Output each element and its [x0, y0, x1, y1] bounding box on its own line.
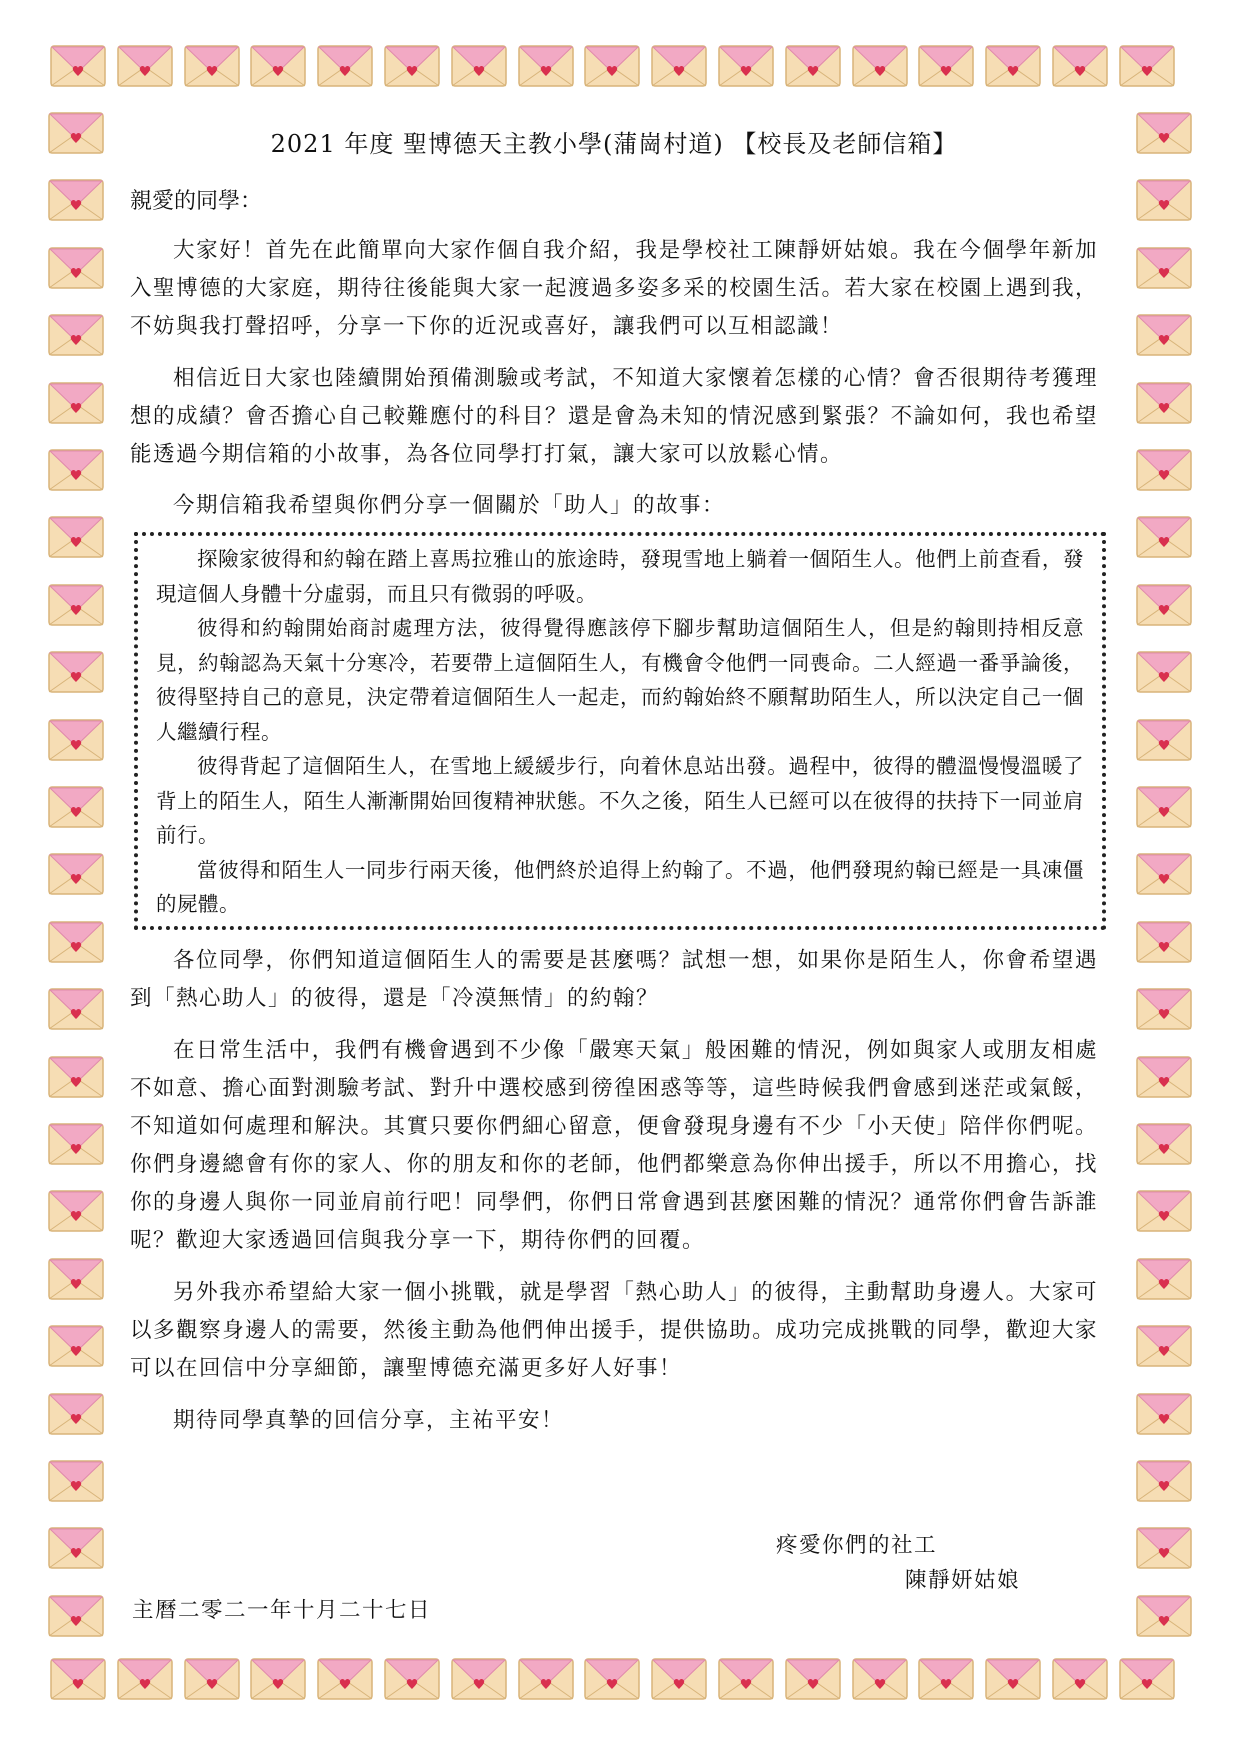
- envelope-heart-icon: [1136, 1258, 1192, 1300]
- envelope-heart-icon: [48, 853, 104, 895]
- envelope-heart-icon: [48, 1190, 104, 1232]
- envelope-heart-icon: [1136, 1190, 1192, 1232]
- envelope-heart-icon: [718, 45, 774, 87]
- envelope-heart-icon: [48, 1527, 104, 1569]
- envelope-heart-icon: [48, 584, 104, 626]
- envelope-heart-icon: [1136, 1123, 1192, 1165]
- envelope-heart-icon: [1052, 1658, 1108, 1700]
- envelope-heart-icon: [651, 1658, 707, 1700]
- envelope-heart-icon: [48, 1123, 104, 1165]
- envelope-heart-icon: [1136, 1527, 1192, 1569]
- envelope-heart-icon: [451, 1658, 507, 1700]
- envelope-heart-icon: [1136, 719, 1192, 761]
- envelope-heart-icon: [250, 45, 306, 87]
- signature-name: 陳靜妍姑娘: [905, 1568, 1021, 1593]
- envelope-heart-icon: [184, 1658, 240, 1700]
- envelope-heart-icon: [1136, 651, 1192, 693]
- envelope-heart-icon: [48, 179, 104, 221]
- envelope-heart-icon: [1136, 786, 1192, 828]
- envelope-heart-icon: [584, 45, 640, 87]
- envelope-heart-icon: [918, 1658, 974, 1700]
- paragraph-challenge: 另外我亦希望給大家一個小挑戰，就是學習「熱心助人」的彼得，主動幫助身邊人。大家可以多觀察身邊人的需要，然後主動為他們伸出援手，提供協助。成功完成挑戰的同學，歡迎大家可以在回信中分享細節，讓聖博德充滿更多好人好事！: [130, 1279, 1098, 1381]
- envelope-heart-icon: [1136, 1393, 1192, 1435]
- envelope-heart-icon: [48, 1056, 104, 1098]
- story-paragraph: 彼得和約翰開始商討處理方法，彼得覺得應該停下腳步幫助這個陌生人，但是約翰則持相反意見，約翰認為天氣十分寒冷，若要帶上這個陌生人，有機會令他們一同喪命。二人經過一番爭論後，彼得堅持自己的意見，決定帶着這個陌生人一起走，而約翰始終不願幫助陌生人，所以決定自己一個人繼續行程。: [156, 616, 1084, 744]
- envelope-heart-icon: [1136, 314, 1192, 356]
- envelope-heart-icon: [1136, 988, 1192, 1030]
- envelope-heart-icon: [48, 382, 104, 424]
- envelope-heart-icon: [852, 45, 908, 87]
- envelope-heart-icon: [584, 1658, 640, 1700]
- envelope-heart-icon: [718, 1658, 774, 1700]
- envelope-heart-icon: [50, 45, 106, 87]
- envelope-heart-icon: [48, 112, 104, 154]
- envelope-heart-icon: [48, 1258, 104, 1300]
- envelope-heart-icon: [50, 1658, 106, 1700]
- envelope-heart-icon: [518, 45, 574, 87]
- envelope-heart-icon: [117, 1658, 173, 1700]
- envelope-heart-icon: [317, 1658, 373, 1700]
- envelope-heart-icon: [918, 45, 974, 87]
- envelope-heart-icon: [48, 247, 104, 289]
- envelope-heart-icon: [48, 1595, 104, 1637]
- story-intro: 今期信箱我希望與你們分享一個關於「助人」的故事：: [173, 493, 726, 518]
- envelope-heart-icon: [1136, 853, 1192, 895]
- signature-role: 疼愛你們的社工: [776, 1533, 938, 1558]
- envelope-heart-icon: [1136, 247, 1192, 289]
- envelope-heart-icon: [1136, 921, 1192, 963]
- envelope-heart-icon: [1136, 1460, 1192, 1502]
- story-paragraph: 探險家彼得和約翰在踏上喜馬拉雅山的旅途時，發現雪地上躺着一個陌生人。他們上前查看，發現這個人身體十分虛弱，而且只有微弱的呼吸。: [156, 547, 1084, 606]
- envelope-heart-icon: [48, 314, 104, 356]
- salutation: 親愛的同學：: [130, 189, 263, 214]
- envelope-heart-icon: [1136, 1325, 1192, 1367]
- story-box: [134, 532, 1106, 930]
- envelope-heart-icon: [317, 45, 373, 87]
- envelope-heart-icon: [985, 45, 1041, 87]
- envelope-heart-icon: [1136, 382, 1192, 424]
- paragraph-exams: 相信近日大家也陸續開始預備測驗或考試，不知道大家懷着怎樣的心情？會否很期待考獲理想的成績？會否擔心自己較難應付的科目？還是會為未知的情況感到緊張？不論如何，我也希望能透過今期信箱的小故事，為各位同學打打氣，讓大家可以放鬆心情。: [130, 366, 1098, 467]
- envelope-heart-icon: [1136, 179, 1192, 221]
- envelope-heart-icon: [1052, 45, 1108, 87]
- envelope-heart-icon: [48, 1460, 104, 1502]
- paragraph-intro: 大家好！首先在此簡單向大家作個自我介紹，我是學校社工陳靜妍姑娘。我在今個學年新加入聖博德的大家庭，期待往後能與大家一起渡過多姿多采的校園生活。若大家在校園上遇到我，不妨與我打聲招呼，分享一下你的近況或喜好，讓我們可以互相認識！: [130, 238, 1098, 339]
- envelope-heart-icon: [48, 651, 104, 693]
- envelope-heart-icon: [451, 45, 507, 87]
- envelope-heart-icon: [518, 1658, 574, 1700]
- story-paragraph: 當彼得和陌生人一同步行兩天後，他們終於追得上約翰了。不過，他們發現約翰已經是一具凍僵的屍體。: [156, 857, 1084, 916]
- envelope-heart-icon: [1136, 584, 1192, 626]
- envelope-heart-icon: [48, 921, 104, 963]
- envelope-heart-icon: [1119, 45, 1175, 87]
- envelope-heart-icon: [48, 449, 104, 491]
- envelope-heart-icon: [1136, 449, 1192, 491]
- envelope-heart-icon: [985, 1658, 1041, 1700]
- envelope-heart-icon: [785, 1658, 841, 1700]
- paragraph-question: 各位同學，你們知道這個陌生人的需要是甚麼嗎？試想一想，如果你是陌生人，你會希望遇到「熱心助人」的彼得，還是「冷漠無情」的約翰？: [130, 947, 1098, 1011]
- envelope-heart-icon: [48, 516, 104, 558]
- envelope-heart-icon: [1136, 112, 1192, 154]
- envelope-heart-icon: [384, 45, 440, 87]
- envelope-heart-icon: [1136, 516, 1192, 558]
- paragraph-daily-life: 在日常生活中，我們有機會遇到不少像「嚴寒天氣」般困難的情況，例如與家人或朋友相處不如意、擔心面對測驗考試、對升中選校感到徬徨困惑等等，這些時候我們會感到迷茫或氣餒，不知道如何處理和解決。其實只要你們細心留意，便會發現身邊有不少「小天使」陪伴你們呢。你們身邊總會有你的家人、你的朋友和你的老師，他們都樂意為你伸出援手，所以不用擔心，找你的身邊人與你一同並肩前行吧！同學們，你們日常會遇到甚麼困難的情況？通常你們會告訴誰呢？歡迎大家透過回信與我分享一下，期待你們的回覆。: [130, 1037, 1098, 1253]
- envelope-heart-icon: [1136, 1595, 1192, 1637]
- envelope-heart-icon: [48, 1325, 104, 1367]
- envelope-heart-icon: [852, 1658, 908, 1700]
- envelope-heart-icon: [250, 1658, 306, 1700]
- closing-line: 期待同學真摯的回信分享，主祐平安！: [173, 1407, 565, 1433]
- page-title: 2021 年度 聖博德天主教小學(蒲崗村道) 【校長及老師信箱】: [270, 130, 958, 158]
- envelope-heart-icon: [184, 45, 240, 87]
- envelope-heart-icon: [384, 1658, 440, 1700]
- envelope-heart-icon: [48, 1393, 104, 1435]
- envelope-heart-icon: [1119, 1658, 1175, 1700]
- envelope-heart-icon: [785, 45, 841, 87]
- letter-body: [130, 128, 1098, 1440]
- envelope-heart-icon: [48, 786, 104, 828]
- envelope-heart-icon: [651, 45, 707, 87]
- story-paragraph: 彼得背起了這個陌生人，在雪地上緩緩步行，向着休息站出發。過程中，彼得的體溫慢慢溫暖了背上的陌生人，陌生人漸漸開始回復精神狀態。不久之後，陌生人已經可以在彼得的扶持下一同並肩前行。: [156, 754, 1084, 847]
- envelope-heart-icon: [48, 988, 104, 1030]
- envelope-heart-icon: [48, 719, 104, 761]
- envelope-heart-icon: [1136, 1056, 1192, 1098]
- letter-date: 主曆二零二一年十月二十七日: [132, 1598, 432, 1623]
- envelope-heart-icon: [117, 45, 173, 87]
